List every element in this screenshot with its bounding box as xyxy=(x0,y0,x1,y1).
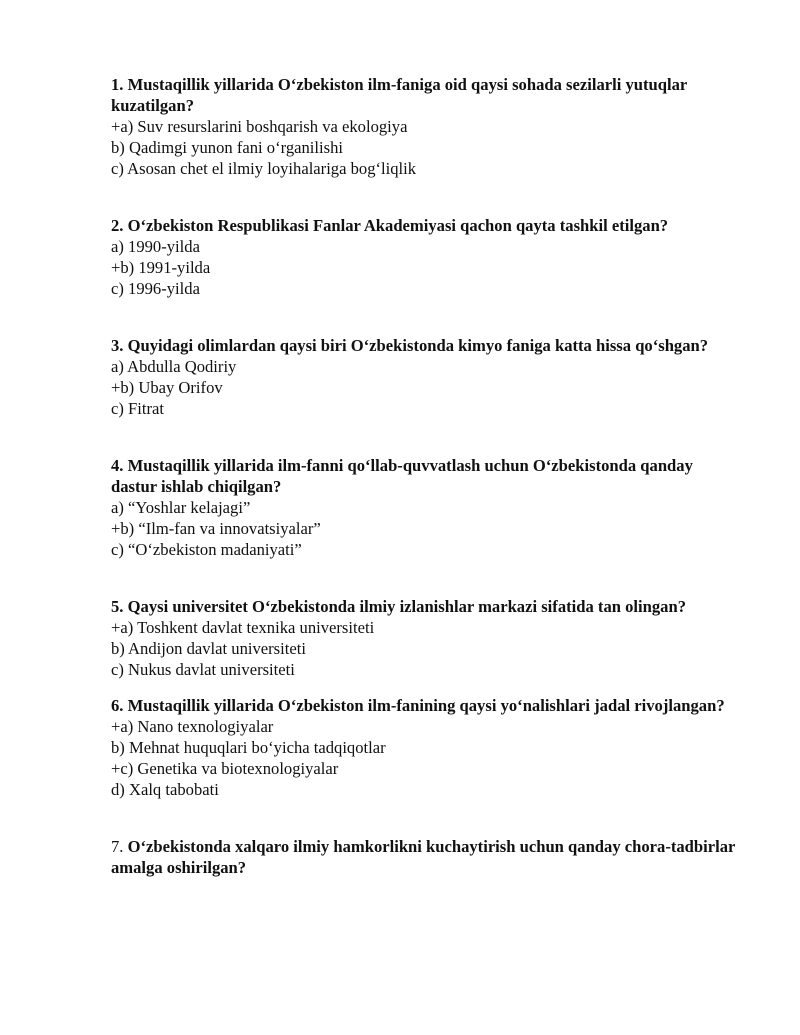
answer-option: d) Xalq tabobati xyxy=(111,780,219,799)
answer-option: c) “O‘zbekiston madaniyati” xyxy=(111,540,302,559)
question-text xyxy=(111,596,741,617)
document-page xyxy=(111,74,741,878)
question-body: O‘zbekiston Respublikasi Fanlar Akademiyasi qachon qayta tashkil etilgan? xyxy=(127,216,669,235)
question-6 xyxy=(111,695,741,800)
question-body: Mustaqillik yillarida ilm-fanni qo‘llab-quvvatlash uchun O‘zbekistonda qanday dastur ishlab chiqilgan? xyxy=(111,456,693,496)
answer-option: c) Asosan chet el ilmiy loyihalariga bog‘liqlik xyxy=(111,159,417,178)
question-5 xyxy=(111,596,741,680)
question-text xyxy=(111,695,741,716)
answer-option: b) Andijon davlat universiteti xyxy=(111,639,306,658)
question-4 xyxy=(111,455,741,560)
question-7 xyxy=(111,836,741,878)
question-text xyxy=(111,335,741,356)
question-body: Qaysi universitet O‘zbekistonda ilmiy izlanishlar markazi sifatida tan olingan? xyxy=(127,597,686,616)
question-number: 5. xyxy=(111,597,124,616)
question-body: Mustaqillik yillarida O‘zbekiston ilm-fanining qaysi yo‘nalishlari jadal rivojlangan? xyxy=(127,696,725,715)
question-2 xyxy=(111,215,741,299)
question-body: Mustaqillik yillarida O‘zbekiston ilm-faniga oid qaysi sohada sezilarli yutuqlar kuzatilgan? xyxy=(111,75,687,115)
question-body: Quyidagi olimlardan qaysi biri O‘zbekistonda kimyo faniga katta hissa qo‘shgan? xyxy=(127,336,709,355)
question-text xyxy=(111,836,741,878)
question-number: 7. xyxy=(111,837,124,856)
answer-option: c) 1996-yilda xyxy=(111,279,200,298)
question-number: 1. xyxy=(111,75,124,94)
answer-option: a) “Yoshlar kelajagi” xyxy=(111,498,251,517)
answer-option: +b) 1991-yilda xyxy=(111,258,211,277)
answer-option: a) Abdulla Qodiriy xyxy=(111,357,237,376)
answer-option: +a) Toshkent davlat texnika universiteti xyxy=(111,618,375,637)
question-3 xyxy=(111,335,741,419)
question-text xyxy=(111,74,741,116)
answer-option: +c) Genetika va biotexnologiyalar xyxy=(111,759,339,778)
answer-option: +a) Suv resurslarini boshqarish va ekologiya xyxy=(111,117,408,136)
answer-option: +a) Nano texnologiyalar xyxy=(111,717,274,736)
answer-option: c) Nukus davlat universiteti xyxy=(111,660,295,679)
answer-option: +b) “Ilm-fan va innovatsiyalar” xyxy=(111,519,321,538)
answer-option: a) 1990-yilda xyxy=(111,237,200,256)
question-text xyxy=(111,455,741,497)
answer-option: c) Fitrat xyxy=(111,399,164,418)
answer-option: b) Qadimgi yunon fani o‘rganilishi xyxy=(111,138,343,157)
answer-option: b) Mehnat huquqlari bo‘yicha tadqiqotlar xyxy=(111,738,386,757)
question-body: O‘zbekistonda xalqaro ilmiy hamkorlikni kuchaytirish uchun qanday chora-tadbirlar amalga oshirilgan? xyxy=(111,837,736,877)
question-1 xyxy=(111,74,741,179)
question-number: 3. xyxy=(111,336,124,355)
question-number: 4. xyxy=(111,456,124,475)
question-number: 6. xyxy=(111,696,124,715)
question-number: 2. xyxy=(111,216,124,235)
question-text xyxy=(111,215,741,236)
answer-option: +b) Ubay Orifov xyxy=(111,378,223,397)
